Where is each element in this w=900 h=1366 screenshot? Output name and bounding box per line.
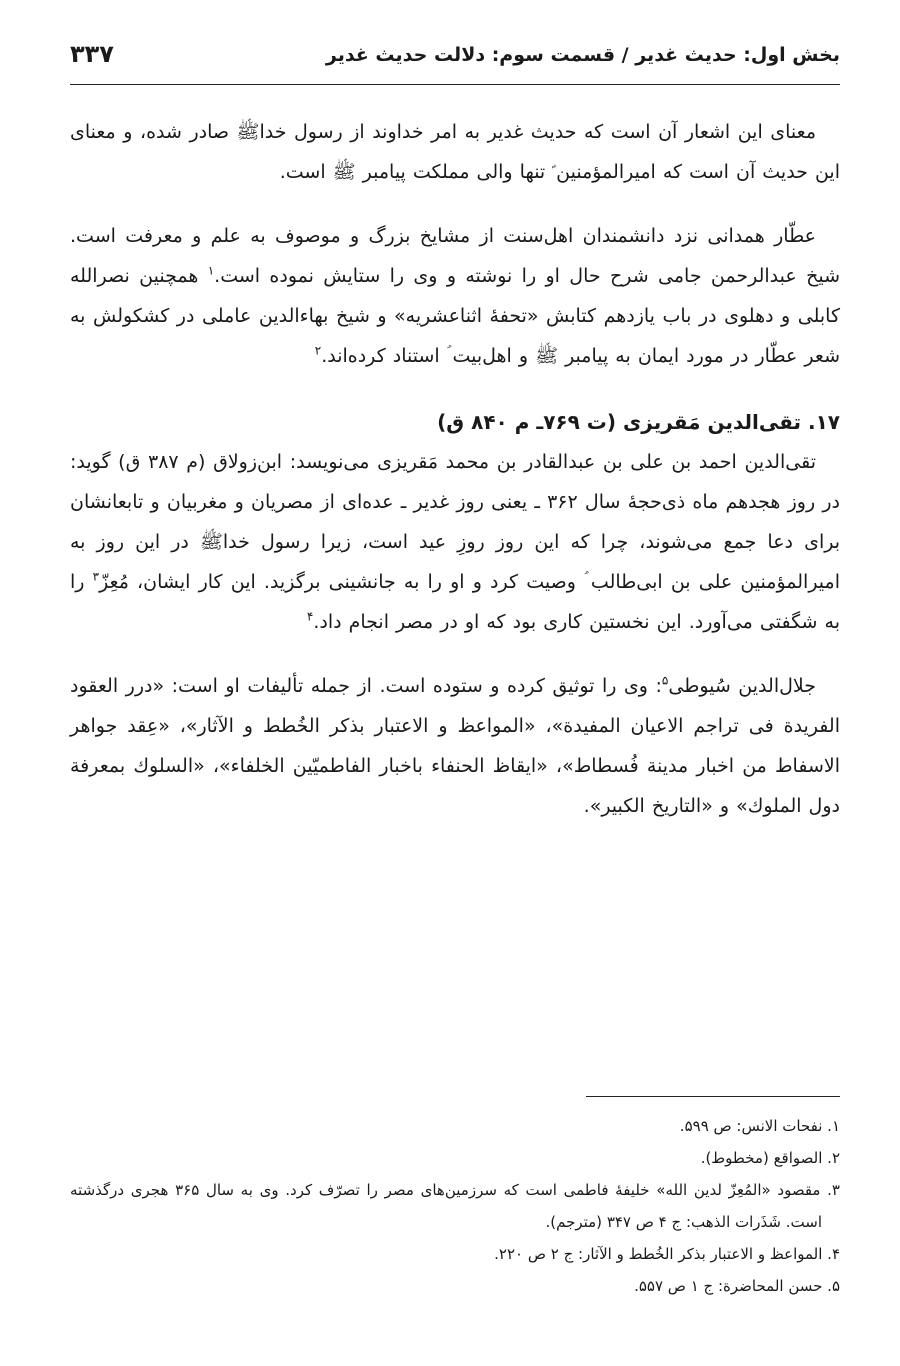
paragraph-4 (70, 666, 840, 826)
paragraph-3 (70, 442, 840, 642)
footnotes (70, 1110, 840, 1302)
footnote-2: ۲. الصواقع (مخطوط). (700, 1149, 840, 1167)
running-header-title: بخش اول: حدیث غدیر / قسمت سوم: دلالت حدیث غدیر (325, 44, 840, 66)
paragraph-3-text-b: را به شگفتی می‌آورد. این نخستین کاری بود که او در مصر انجام داد. (70, 571, 840, 633)
paragraph-2 (70, 216, 840, 376)
footnote-4: ۴. المواعظ و الاعتبار بذکر الخُطط و الآثار: ج ۲ ص ۲۲۰. (494, 1245, 840, 1263)
main-text (70, 112, 840, 850)
footnote-ref-2[interactable]: ۲ (314, 343, 322, 358)
paragraph-4-text-b: : وی را توثیق کرده و ستوده است. از جمله تألیفات او است: «درر العقود الفریدة فی تراجم الاعیان المفیدة»، «المواعظ و الاعتبار بذکر الخُطط و الآثار»، «عِقد جواهر الاسفاط من اخبار مدینة فُسطاط»، «ایقاظ الحنفاء باخبار الفاطمیّین الخلفاء»، «السلوك بمعرفة دول الملوك» و «التاریخ الکبیر». (70, 675, 840, 817)
footnote-3: ۳. مقصود «المُعِزّ لدین الله» خلیفهٔ فاطمی است که سرزمین‌های مصر را تصرّف کرد. وی به سال ۳۶۵ هجری درگذشته است. شَذَرات الذهب: ج ۴ ص ۳۴۷ (مترجم). (70, 1181, 840, 1231)
footnote-divider (586, 1096, 840, 1097)
book-page (70, 0, 840, 1366)
footnote-ref-4[interactable]: ۴ (306, 609, 314, 624)
page-number: ۳۳۷ (70, 40, 114, 68)
footnote-ref-3[interactable]: ۳ (92, 569, 100, 584)
paragraph-4-text-a: جلال‌الدین سُیوطی (668, 675, 816, 697)
paragraph-2-text-b: همچنین نصرالله کابلی و دهلوی در باب یازدهم کتابش «تحفهٔ اثناعشریه» و شیخ بهاءالدین عاملی در کشکولش به شعر عطّار در مورد ایمان به پیامبر ﷺ و اهل‌بیت ؑ استناد کرده‌اند. (70, 265, 840, 367)
footnote-5: ۵. حسن المحاضرة: ج ۱ ص ۵۵۷. (634, 1277, 840, 1295)
paragraph-2-text-a: عطّار همدانی نزد دانشمندان اهل‌سنت از مشایخ بزرگ و موصوف به علم و معرفت است. شیخ عبدالرحمن جامی شرح حال او را نوشته و وی را ستایش نموده است. (70, 225, 840, 287)
running-header (70, 38, 840, 78)
footnote-1: ۱. نفحات الانس: ص ۵۹۹. (679, 1117, 840, 1135)
paragraph-1 (70, 112, 840, 192)
footnote-ref-5[interactable]: ۵ (661, 673, 669, 688)
paragraph-1-text: معنای این اشعار آن است که حدیث غدیر به امر خداوند از رسول خداﷺ صادر شده، و معنای این حدیث آن است که امیرالمؤمنین ؑ تنها والی مملکت پیامبر ﷺ است. (70, 121, 840, 183)
paragraph-3-text-a: تقی‌الدین احمد بن علی بن عبدالقادر بن محمد مَقریزی می‌نویسد: ابن‌زولاق (م ۳۸۷ ق) گوید: در روز هجدهم ماه ذی‌حجهٔ سال ۳۶۲ ـ یعنی روز غدیر ـ عده‌ای از مصریان و مغربیان و تابعانشان برای دعا جمع می‌شوند، چرا که این روز روزِ عید است، زیرا رسول خداﷺ در این روز به امیرالمؤمنین علی بن ابی‌طالب ؑ وصیت کرد و او را به جانشینی برگزید. این کار ایشان، مُعِزّ (70, 451, 840, 593)
section-heading: ۱۷. تقی‌الدین مَقریزی (ت ۷۶۹ـ م ۸۴۰ ق) (437, 410, 840, 434)
footnote-ref-1[interactable]: ۱ (207, 263, 215, 278)
header-divider (70, 84, 840, 85)
